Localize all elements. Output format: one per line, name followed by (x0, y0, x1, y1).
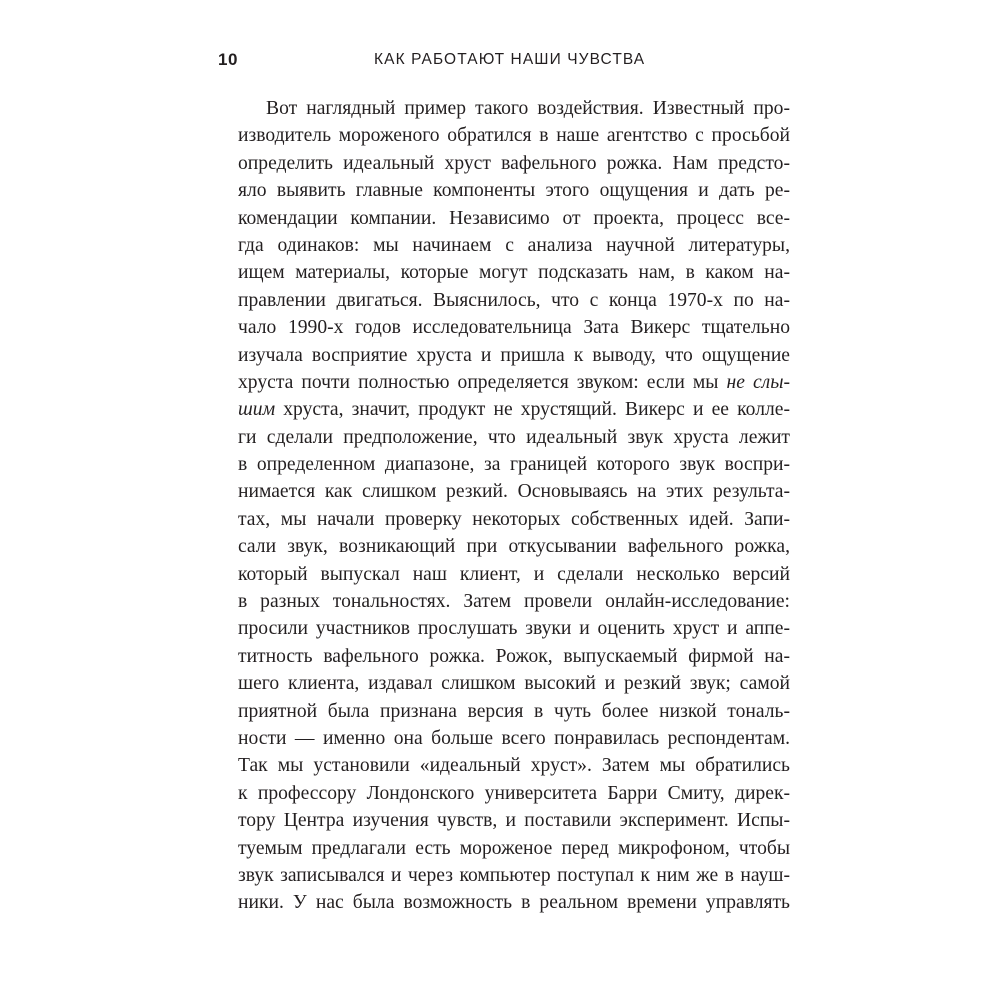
text-line: правлении двигаться. Выяснилось, что с конца 1970-х по на- (238, 289, 790, 311)
text-line: туемым предлагали есть мороженое перед микрофоном, чтобы (238, 837, 790, 859)
text-line: к профессору Лондонского университета Барри Смиту, дирек- (238, 782, 790, 804)
text-line-italic-start (238, 396, 790, 423)
text-segment: хруста, значит, продукт не хрустящий. Викерс и ее колле- (275, 399, 790, 421)
page-number: 10 (218, 50, 238, 69)
text-line: который выпускал наш клиент, и сделали несколько версий (238, 563, 790, 585)
italic-phrase-continuation: шим (238, 399, 276, 421)
text-line: титность вафельного рожка. Рожок, выпускаемый фирмой на- (238, 645, 790, 667)
text-line: определить идеальный хруст вафельного рожка. Нам предсто- (238, 152, 790, 174)
text-line: Так мы установили «идеальный хруст». Затем мы обратились (238, 755, 790, 777)
text-line-with-italic (238, 369, 790, 396)
body-text (238, 95, 790, 917)
text-line: нимается как слишком резкий. Основываясь на этих результа- (238, 481, 790, 503)
text-line: тору Центра изучения чувств, и поставили эксперимент. Испы- (238, 810, 790, 832)
text-line: сали звук, возникающий при откусывании вафельного рожка, (238, 536, 790, 558)
text-line: ники. У нас была возможность в реальном времени управлять (238, 892, 790, 914)
text-line: приятной была признана версия в чуть более низкой тональ- (238, 700, 790, 722)
text-line: ги сделали предположение, что идеальный звук хруста лежит (238, 426, 790, 448)
text-line: тах, мы начали проверку некоторых собственных идей. Запи- (238, 508, 790, 530)
text-line: яло выявить главные компоненты этого ощущения и дать ре- (238, 180, 790, 202)
text-line: звук записывался и через компьютер поступал к ним же в науш- (238, 864, 790, 886)
italic-phrase: не слы- (726, 371, 790, 393)
text-line: чало 1990-х годов исследовательница Зата Викерс тщательно (238, 317, 790, 339)
text-line: ности — именно она больше всего понравилась респондентам. (238, 727, 790, 749)
text-line: гда одинаков: мы начинаем с анализа научной литературы, (238, 234, 790, 256)
running-head: КАК РАБОТАЮТ НАШИ ЧУВСТВА (374, 51, 646, 68)
text-line: Вот наглядный пример такого воздействия. Известный про- (266, 98, 790, 119)
text-line: комендации компании. Независимо от проекта, процесс все- (238, 207, 790, 229)
text-line: изучала восприятие хруста и пришла к выводу, что ощущение (238, 344, 790, 366)
text-line: изводитель мороженого обратился в наше агентство с просьбой (238, 125, 790, 147)
text-line: ищем материалы, которые могут подсказать нам, в каком на- (238, 262, 790, 284)
text-segment: хруста почти полностью определяется звуком: если мы (238, 371, 719, 393)
text-line: в определенном диапазоне, за границей которого звук воспри- (238, 454, 790, 476)
text-line: в разных тональностях. Затем провели онлайн-исследование: (238, 591, 790, 613)
text-line: шего клиента, издавал слишком высокий и резкий звук; самой (238, 673, 790, 695)
text-line: просили участников прослушать звуки и оценить хруст и аппе- (238, 618, 790, 640)
